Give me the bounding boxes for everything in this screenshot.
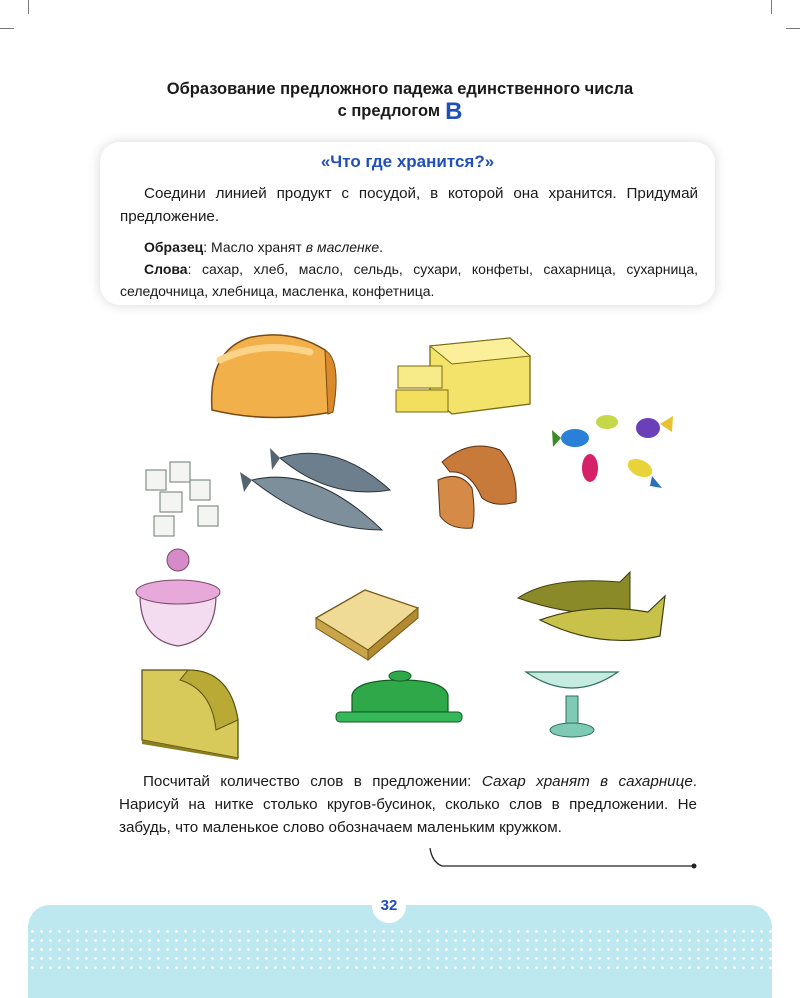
heading-line2-text: с предлогом [337,102,441,120]
herring-dish-illustration [518,572,665,640]
butter-illustration [396,338,530,414]
herrings-illustration [240,448,390,530]
words-text: : сахар, хлеб, масло, сельдь, сухари, конфеты, сахарница, сухарница, селедочница, хлебница, масленка, конфетница. [120,261,698,299]
crop-mark [0,28,14,29]
heading-letter: В [445,98,463,125]
illustrations [120,320,700,760]
heading-line1: Образование предложного падежа единственного числа [166,80,634,98]
task-title: «Что где хранится?» [320,152,495,171]
exercise-sentence: Сахар хранят в сахарнице [481,773,693,790]
sugar-cubes-illustration [146,462,218,536]
bead-thread[interactable] [420,842,705,872]
candies-illustration [552,415,673,488]
exercise-text-before: Посчитай количество слов в предложении: [143,773,482,790]
candy-bowl-illustration [526,672,618,737]
crop-mark [28,0,29,14]
sample-italic: в масленке [305,239,380,255]
exercise-text-after: . Нарисуй на нитке столько кругов-бусинок, сколько слов в предложении. Не забудь, что маленькое слово обозначаем маленьким кружком. [119,773,697,836]
heading-line2 [0,100,800,123]
words-label: Слова [144,261,188,277]
crop-mark [771,0,772,14]
task-body [120,182,698,302]
sample-end: . [379,239,384,255]
page-heading [0,78,800,123]
task-card [100,142,715,305]
sample-text: : Масло хранят [203,239,306,255]
sample-line [120,236,698,258]
bread-illustration [212,335,336,418]
bread-box-illustration [142,670,238,760]
rusk-tray-illustration [316,590,418,660]
task-instruction: Соедини линией продукт с посудой, в которой она хранится. Придумай предложение. [120,185,698,225]
crop-mark [786,28,800,29]
butter-dish-illustration [336,671,462,722]
sugar-bowl-illustration [136,549,220,646]
sample-label: Образец [144,239,204,255]
words-line [120,258,698,302]
rusks-illustration [438,446,516,528]
exercise-paragraph [119,770,697,839]
exercise-text [119,770,697,839]
page-number: 32 [372,889,406,923]
footer-dots [28,927,772,971]
